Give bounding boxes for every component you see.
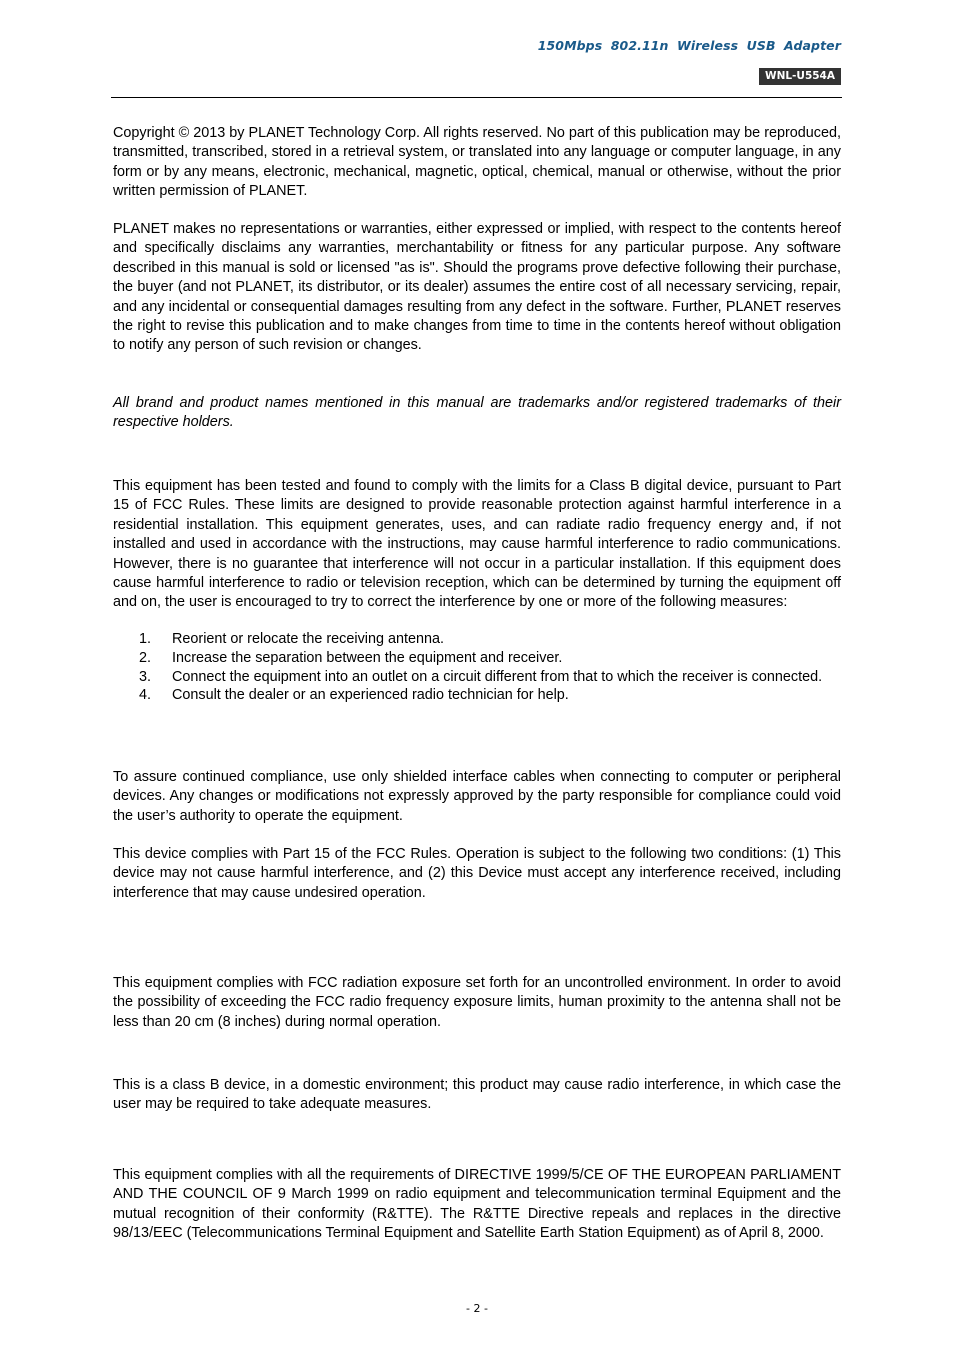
fcc-interference-text: This equipment has been tested and found to comply with the limits for a Class B digital device, pursuant to Part 15 of FCC Rules. These limits are designed to provide reasonable protection against harmful interference in a residential installation. This equipment generates, uses, and can radiate radio frequency energy and, if not installed and used in accordance with the instructions, may cause harmful interference to radio communications. However, there is no guarantee that interference will not occur in a particular installation. If this equipment does cause harmful interference to radio or television reception, which can be determined by turning the equipment off and on, the user is encouraged to try to correct the interference by one or more of the following measures: <box>113 478 841 611</box>
copyright-text: Copyright © 2013 by PLANET Technology Corp. All rights reserved. No part of this publication may be reproduced, transmitted, transcribed, stored in a retrieval system, or translated into any language or computer language, in any form or by any means, electronic, mechanical, magnetic, optical, chemical, manual or otherwise, without the prior written permission of PLANET. <box>113 125 841 200</box>
disclaimer-paragraph <box>113 220 841 356</box>
page-number: - 2 - <box>466 1302 488 1315</box>
measures-list <box>113 630 841 705</box>
list-item-text: Increase the separation between the equipment and receiver. <box>172 649 563 666</box>
rtte-text: This equipment complies with all the requirements of DIRECTIVE 1999/5/CE OF THE EUROPEAN PARLIAMENT AND THE COUNCIL OF 9 March 1999 on radio equipment and telecommunication terminal Equipment and the mutual recognition of their conformity (R&TTE). The R&TTE Directive repeals and replaces in the directive 98/13/EEC (Telecommunications Terminal Equipment and Satellite Earth Station Equipment) as of April 8, 2000. <box>113 1167 841 1242</box>
trademarks-paragraph <box>113 394 841 433</box>
list-item-text: Connect the equipment into an outlet on a circuit different from that to which the receiver is connected. <box>172 668 823 685</box>
fcc-part15-paragraph <box>113 845 841 903</box>
list-item <box>113 630 841 649</box>
ce-class-b-paragraph <box>113 1076 841 1115</box>
list-item <box>113 686 841 705</box>
model-badge: WNL-U554A <box>759 68 841 85</box>
list-item <box>113 649 841 668</box>
disclaimer-text: PLANET makes no representations or warranties, either expressed or implied, with respect to the contents hereof and specifically disclaims any warranties, merchantability or fitness for any particular purpose. Any software described in this manual is sold or licensed "as is". Should the programs prove defective following their purchase, the buyer (and not PLANET, its distributor, or its dealer) assumes the entire cost of all necessary servicing, repair, and any incidental or consequential damages resulting from any defect in the software. Further, PLANET reserves the right to revise this publication and to make changes from time to time in the contents hereof without obligation to notify any person of such revision or changes. <box>113 221 841 354</box>
radiation-exposure-paragraph <box>113 974 841 1032</box>
copyright-paragraph <box>113 124 841 202</box>
list-item-text: Reorient or relocate the receiving antenna. <box>172 631 444 647</box>
list-item-number: 3. <box>139 668 152 685</box>
fcc-part15-text: This device complies with Part 15 of the FCC Rules. Operation is subject to the following two conditions: (1) This device may not cause harmful interference, and (2) this Device must accept any interference received, including interference that may cause undesired operation. <box>113 846 841 901</box>
list-item-number: 4. <box>139 687 152 704</box>
list-item-number: 1. <box>139 631 152 647</box>
header-divider <box>111 97 842 98</box>
fcc-interference-paragraph <box>113 477 841 613</box>
rtte-paragraph <box>113 1166 841 1244</box>
header-title: 150Mbps 802.11n Wireless USB Adapter <box>537 38 841 53</box>
ce-class-b-text: This is a class B device, in a domestic environment; this product may cause radio interference, in which case the user may be required to take adequate measures. <box>113 1077 841 1113</box>
trademarks-text: All brand and product names mentioned in this manual are trademarks and/or registered trademarks of their respective holders. <box>113 395 841 431</box>
list-item <box>113 668 841 687</box>
radiation-exposure-text: This equipment complies with FCC radiation exposure set forth for an uncontrolled environment. In order to avoid the possibility of exceeding the FCC radio frequency exposure limits, human proximity to the antenna shall not be less than 20 cm (8 inches) during normal operation. <box>113 975 841 1030</box>
list-item-text: Consult the dealer or an experienced radio technician for help. <box>172 687 569 704</box>
fcc-cables-text: To assure continued compliance, use only shielded interface cables when connecting to computer or peripheral devices. Any changes or modifications not expressly approved by the party responsible for compliance could void the user’s authority to operate the equipment. <box>113 769 841 824</box>
fcc-caution-paragraph <box>113 768 841 826</box>
list-item-number: 2. <box>139 649 152 666</box>
